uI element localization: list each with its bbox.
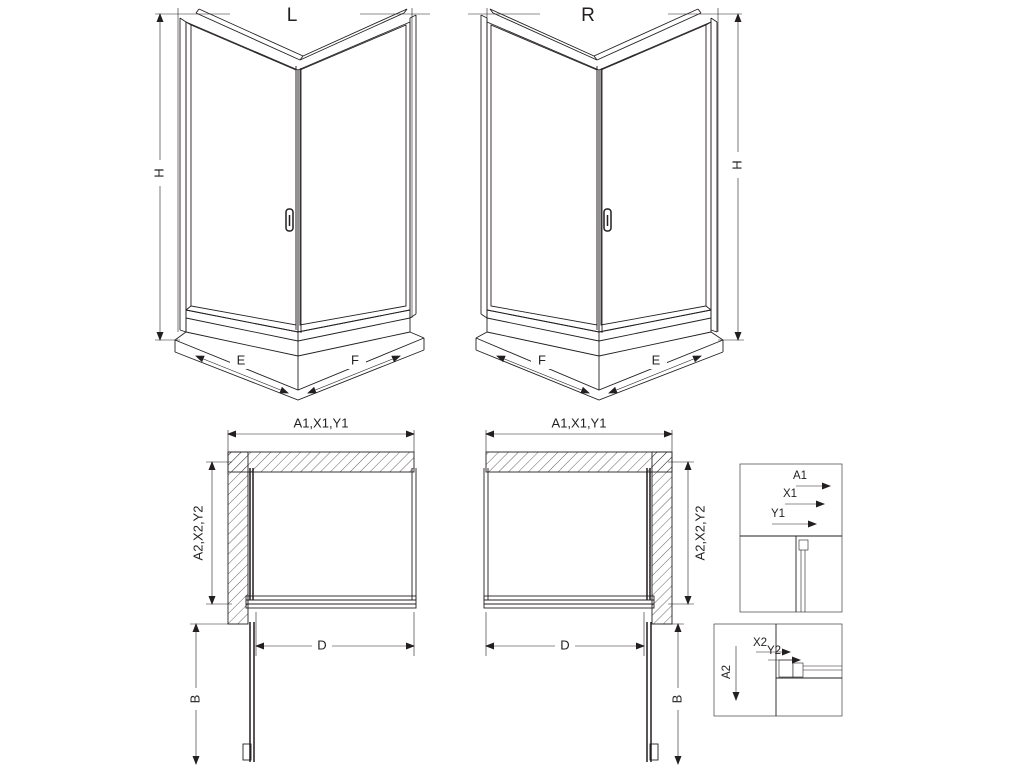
plan-left-inner-dim-label: D <box>317 637 327 653</box>
plan-left-side-dim-label: A2,X2,Y2 <box>190 505 206 561</box>
detail-top-x1-label: X1 <box>782 488 798 501</box>
detail-bottom-profile <box>779 660 803 677</box>
plan-right-side-dim-label: A2,X2,Y2 <box>692 505 708 561</box>
plan-left-top-dim <box>228 415 414 452</box>
plan-right-top-dim <box>486 415 672 452</box>
iso-right-door-handle <box>604 209 611 231</box>
plan-right-inner-dim <box>486 612 644 656</box>
iso-right-top-rail <box>490 9 701 60</box>
plan-right-open-door <box>647 622 651 762</box>
plan-left-wall-top <box>228 452 414 472</box>
iso-right-door-panel <box>599 22 711 332</box>
plan-right-left-post <box>484 468 488 600</box>
iso-view-left <box>151 5 430 400</box>
iso-right-height-dim <box>718 14 747 340</box>
plan-left-open-door <box>250 622 254 762</box>
plan-right-swing-dim-label: B <box>669 694 685 704</box>
plan-left-right-post <box>412 468 416 600</box>
iso-right-base-tray <box>476 310 723 400</box>
plan-right-side-dim <box>668 462 707 604</box>
iso-right-variant-label: R <box>581 5 595 27</box>
plan-right-wall-top <box>486 452 672 472</box>
detail-top-a1-label: A1 <box>792 470 808 483</box>
plan-left-swing-dim <box>187 624 240 764</box>
iso-left-height-dim <box>151 14 180 340</box>
plan-left-side-dim <box>190 462 232 604</box>
detail-top-y1-label: Y1 <box>770 508 786 521</box>
detail-bottom-y2-label: Y2 <box>766 645 782 658</box>
iso-left-base-tray <box>175 310 424 400</box>
iso-left-front-width-label: E <box>236 352 246 368</box>
plan-right-wall-side <box>652 452 672 624</box>
iso-right-side-width-label: F <box>538 352 546 368</box>
detail-bottom-x2-label: X2 <box>752 637 768 650</box>
plan-left-top-dim-label: A1,X1,Y1 <box>293 415 349 431</box>
plan-left-wall-side <box>228 452 248 624</box>
plan-view-left <box>187 415 416 764</box>
iso-view-right <box>468 5 747 400</box>
plan-left-inner-dim <box>256 612 414 656</box>
iso-right-side-panel <box>487 22 599 332</box>
plan-left-side-glass <box>250 468 253 600</box>
iso-right-front-width-label: E <box>651 352 661 368</box>
plan-right-front-glass <box>484 596 654 608</box>
iso-left-side-width-label: F <box>351 352 359 368</box>
iso-left-height-label: H <box>151 168 167 178</box>
iso-left-door-handle <box>286 209 293 231</box>
iso-left-door-panel <box>186 22 298 332</box>
plan-right-side-glass <box>647 468 650 600</box>
plan-right-inner-dim-label: D <box>560 637 570 653</box>
iso-left-variant-label: L <box>286 5 298 27</box>
iso-right-height-label: H <box>729 160 745 170</box>
detail-bottom-glass <box>803 666 842 670</box>
detail-bottom-callout <box>714 624 842 716</box>
plan-right-top-dim-label: A1,X1,Y1 <box>551 415 607 431</box>
plan-left-swing-dim-label: B <box>187 694 203 704</box>
plan-right-swing-dim <box>660 624 687 764</box>
plan-left-front-glass <box>246 596 416 608</box>
detail-top-glass <box>799 540 808 612</box>
detail-bottom-a2-label: A2 <box>721 664 734 680</box>
plan-view-right <box>484 415 707 764</box>
detail-top-callout <box>740 464 842 612</box>
iso-left-side-panel <box>298 22 410 332</box>
iso-left-top-rail <box>196 9 407 60</box>
